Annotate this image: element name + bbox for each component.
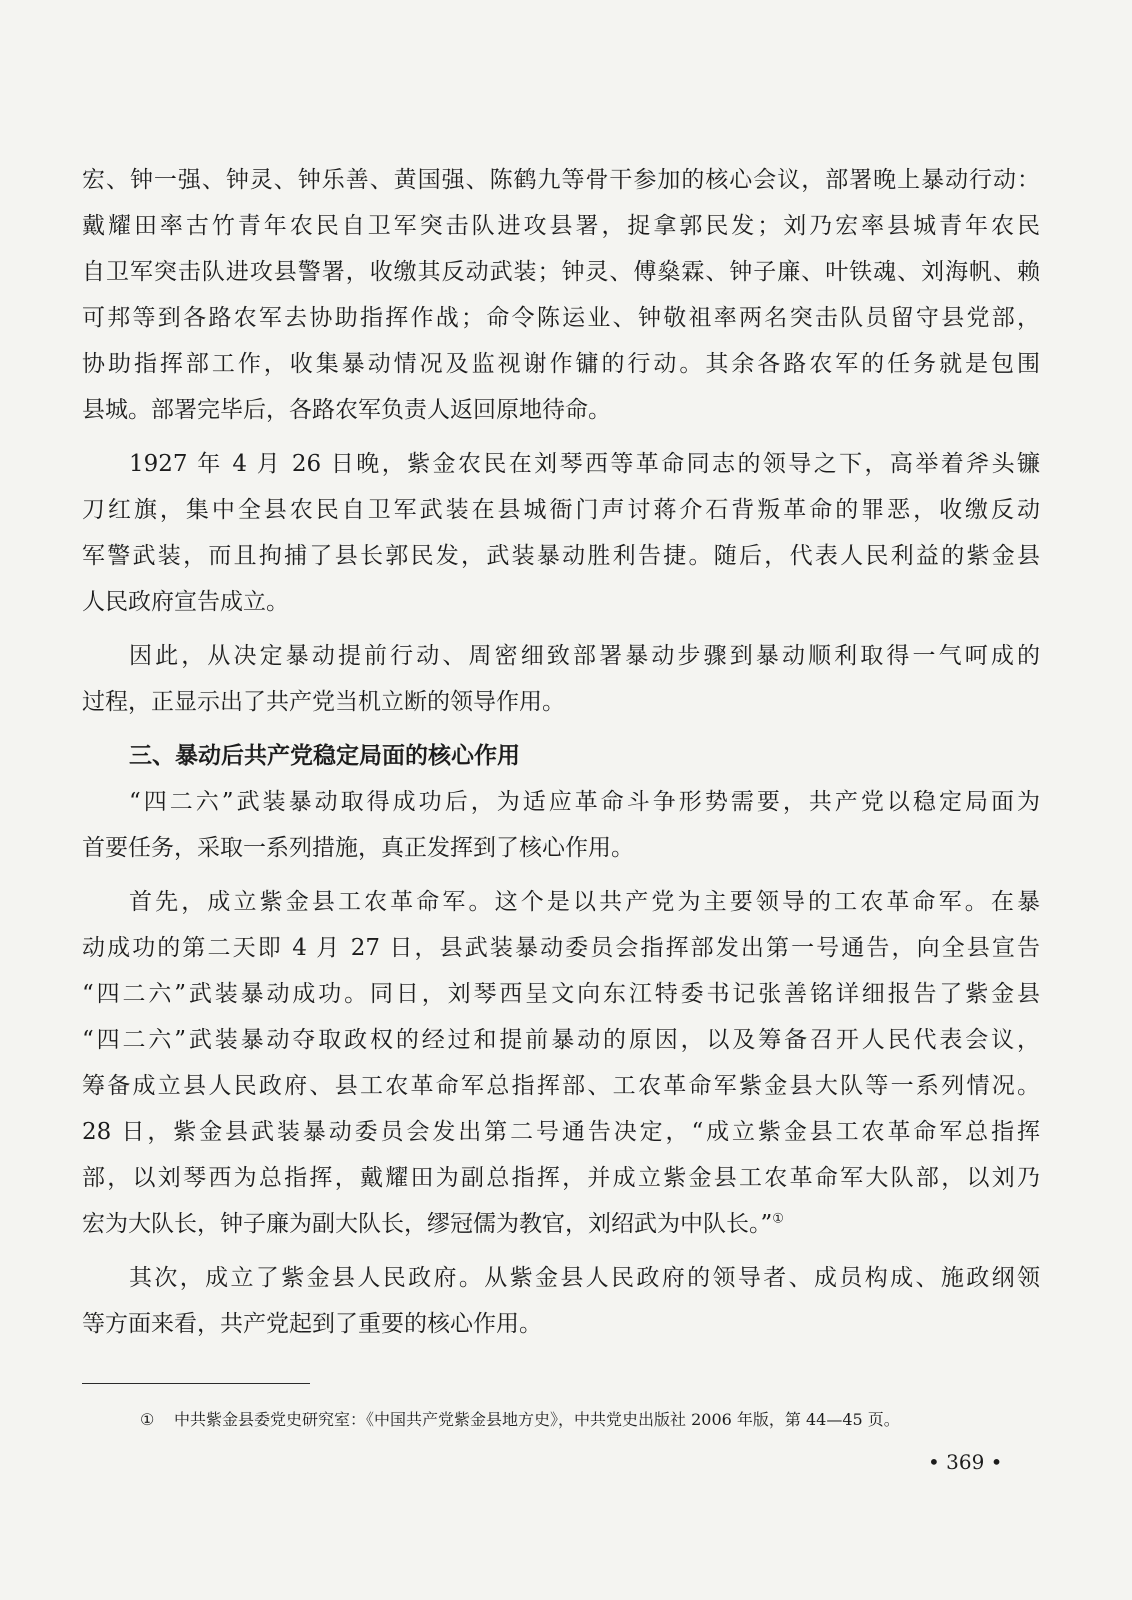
paragraph-line: 动成功的第二天即 4 月 27 日，县武装暴动委员会指挥部发出第一号通告，向全县宣告 <box>82 935 1040 961</box>
footnote-reference[interactable]: ① <box>772 1211 784 1227</box>
paragraph-line: 县城。部署完毕后，各路农军负责人返回原地待命。 <box>82 397 611 423</box>
paragraph-line: “四二六”武装暴动夺取政权的经过和提前暴动的原因，以及筹备召开人民代表会议， <box>82 1027 1040 1053</box>
paragraph-line-text: 宏为大队长，钟子廉为副大队长，缪冠儒为教官，刘绍武为中队长。” <box>82 1211 773 1237</box>
paragraph <box>82 441 1040 625</box>
paragraph <box>82 633 1040 725</box>
footnote-marker: ① <box>140 1410 155 1429</box>
paragraph-line: 人民政府宣告成立。 <box>82 589 289 615</box>
paragraph <box>82 879 1040 1247</box>
paragraph-line: 军警武装，而且拘捕了县长郭民发，武装暴动胜利告捷。随后，代表人民利益的紫金县 <box>82 543 1040 569</box>
paragraph-line: “四二六”武装暴动取得成功后，为适应革命斗争形势需要，共产党以稳定局面为 <box>129 789 1040 815</box>
paragraph-line: 可邦等到各路农军去协助指挥作战；命令陈运业、钟敬祖率两名突击队员留守县党部， <box>82 305 1040 331</box>
main-text <box>82 157 1040 1347</box>
paragraph-line: 过程，正显示出了共产党当机立断的领导作用。 <box>82 689 565 715</box>
paragraph-line: 部，以刘琴西为总指挥，戴耀田为副总指挥，并成立紫金县工农革命军大队部，以刘乃 <box>82 1165 1040 1191</box>
paragraph-line: 首要任务，采取一系列措施，真正发挥到了核心作用。 <box>82 835 634 861</box>
paragraph-line: 1927 年 4 月 26 日晚，紫金农民在刘琴西等革命同志的领导之下，高举着斧头镰 <box>129 451 1040 477</box>
footnote <box>140 1408 900 1432</box>
paragraph-line: 首先，成立紫金县工农革命军。这个是以共产党为主要领导的工农革命军。在暴 <box>129 889 1040 915</box>
paragraph-line: 自卫军突击队进攻县警署，收缴其反动武装；钟灵、傅燊霖、钟子廉、叶铁魂、刘海帆、赖 <box>82 259 1040 285</box>
footnote-text: 中共紫金县委党史研究室：《中国共产党紫金县地方史》，中共党史出版社 2006 年版，第 44—45 页。 <box>174 1410 900 1429</box>
footnote-divider <box>82 1383 310 1384</box>
paragraph <box>82 779 1040 871</box>
page-number: • 369 • <box>928 1450 1003 1474</box>
paragraph <box>82 157 1040 433</box>
paragraph-line: 其次，成立了紫金县人民政府。从紫金县人民政府的领导者、成员构成、施政纲领 <box>129 1265 1040 1291</box>
paragraph-line: 等方面来看，共产党起到了重要的核心作用。 <box>82 1311 542 1337</box>
paragraph-line <box>82 1201 1040 1247</box>
paragraph-line: 因此，从决定暴动提前行动、周密细致部署暴动步骤到暴动顺利取得一气呵成的 <box>129 643 1040 669</box>
paragraph <box>82 1255 1040 1347</box>
paragraph-line: 协助指挥部工作，收集暴动情况及监视谢作镛的行动。其余各路农军的任务就是包围 <box>82 351 1040 377</box>
paragraph-line: 戴耀田率古竹青年农民自卫军突击队进攻县署，捉拿郭民发；刘乃宏率县城青年农民 <box>82 213 1040 239</box>
paragraph-line: 宏、钟一强、钟灵、钟乐善、黄国强、陈鹤九等骨干参加的核心会议，部署晚上暴动行动： <box>82 167 1040 193</box>
section-heading: 三、暴动后共产党稳定局面的核心作用 <box>129 742 520 769</box>
paragraph-line: “四二六”武装暴动成功。同日，刘琴西呈文向东江特委书记张善铭详细报告了紫金县 <box>82 981 1040 1007</box>
paragraph-line: 筹备成立县人民政府、县工农革命军总指挥部、工农革命军紫金县大队等一系列情况。 <box>82 1073 1040 1099</box>
paragraph-line: 28 日，紫金县武装暴动委员会发出第二号通告决定，“成立紫金县工农革命军总指挥 <box>82 1119 1040 1145</box>
paragraph-line: 刀红旗，集中全县农民自卫军武装在县城衙门声讨蒋介石背叛革命的罪恶，收缴反动 <box>82 497 1040 523</box>
